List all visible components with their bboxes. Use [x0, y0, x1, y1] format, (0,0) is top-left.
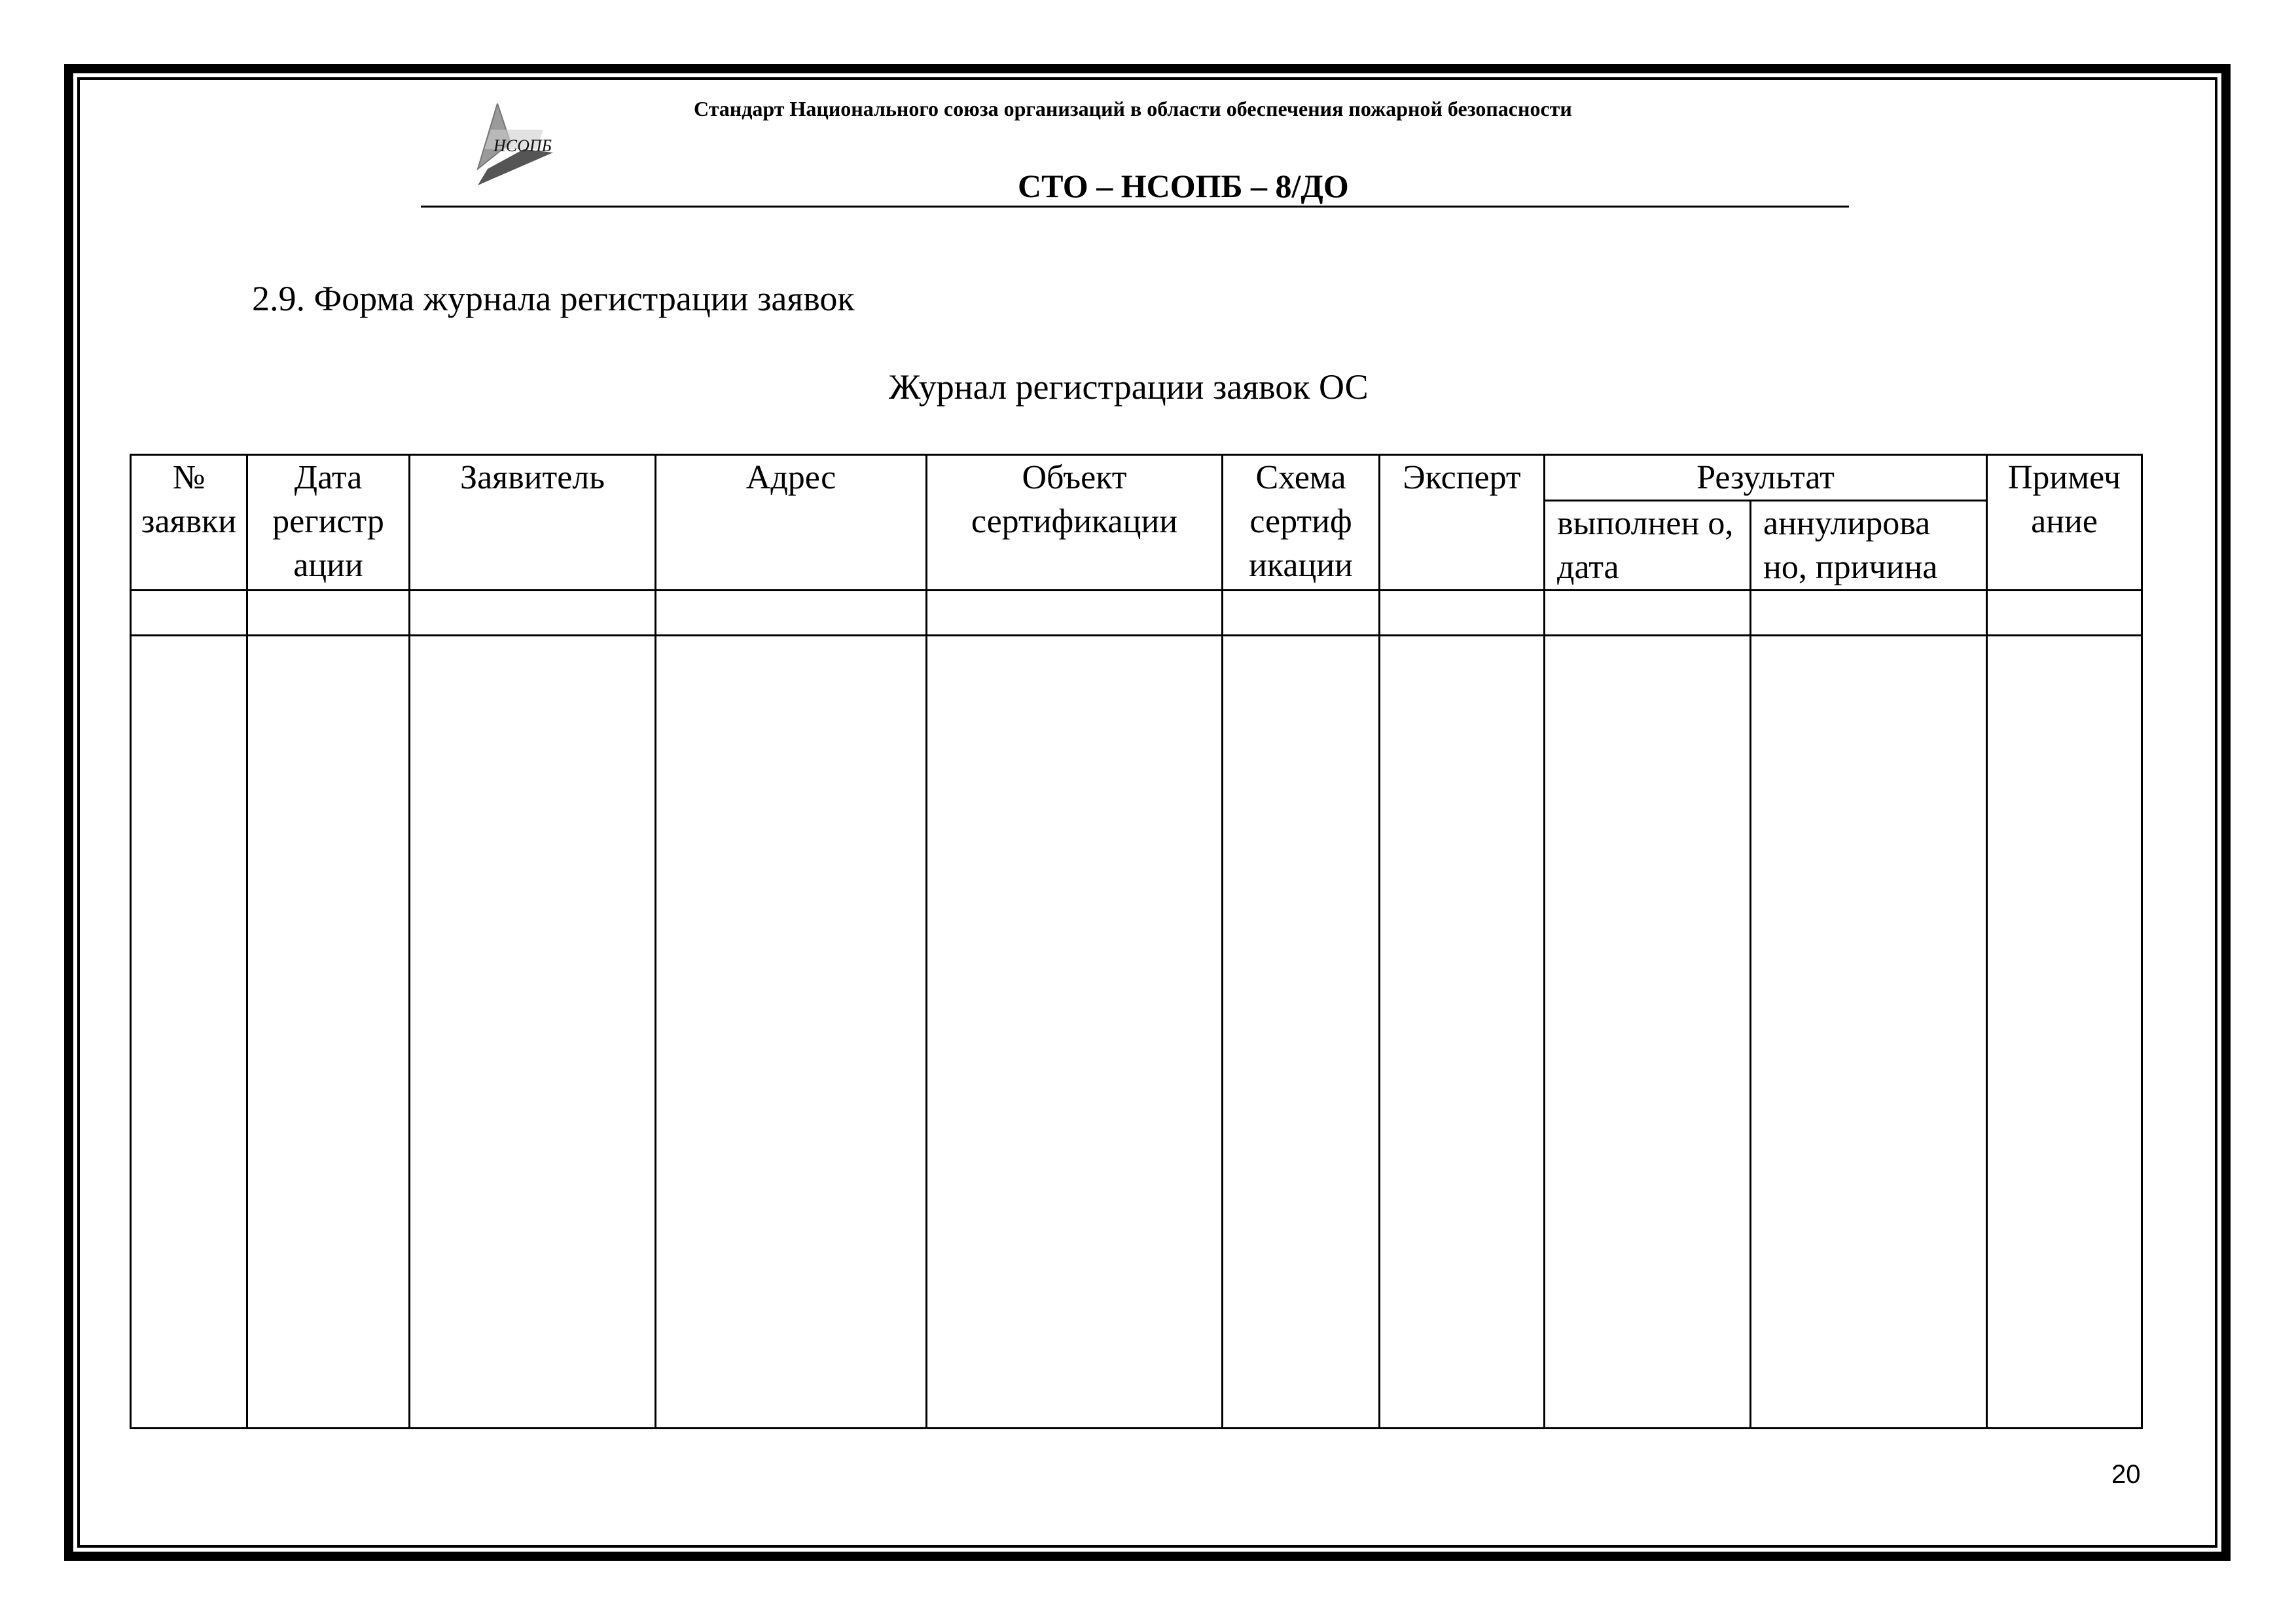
table-row — [131, 636, 2142, 1429]
column-header-expert: Эксперт — [1380, 455, 1545, 591]
table-cell — [927, 636, 1223, 1429]
column-header-number: № заявки — [131, 455, 247, 591]
standard-organization-title: Стандарт Национального союза организаций в области обеспечения пожарной безопасности — [694, 97, 1572, 120]
table-cell — [1751, 636, 1987, 1429]
registration-journal-table — [130, 454, 2143, 1429]
table-cell — [927, 591, 1223, 636]
column-header-address: Адрес — [656, 455, 927, 591]
table-cell — [1987, 591, 2142, 636]
journal-title: Журнал регистрации заявок ОС — [889, 367, 1369, 407]
column-header-registration-date: Дата регистр ации — [247, 455, 410, 591]
document-code: СТО – НСОПБ – 8/ДО — [1018, 168, 1349, 204]
table-cell — [1223, 636, 1380, 1429]
table-cell — [1223, 591, 1380, 636]
table-cell — [247, 636, 410, 1429]
column-header-certification-object: Объект сертификации — [927, 455, 1223, 591]
column-header-result: Результат — [1545, 455, 1987, 501]
table-cell — [656, 636, 927, 1429]
logo-text: НСОПБ — [493, 136, 552, 155]
column-header-applicant: Заявитель — [410, 455, 656, 591]
table-cell — [131, 636, 247, 1429]
section-title: 2.9. Форма журнала регистрации заявок — [252, 279, 855, 318]
table-header-row — [131, 455, 2142, 501]
table-cell — [1380, 591, 1545, 636]
page-number: 20 — [2111, 1460, 2141, 1489]
table-cell — [1380, 636, 1545, 1429]
header-rule — [421, 206, 1849, 208]
column-header-note: Примеч ание — [1987, 455, 2142, 591]
table-cell — [1545, 636, 1751, 1429]
column-header-result-cancelled: аннулирова но, причина — [1751, 501, 1987, 591]
table-cell — [1751, 591, 1987, 636]
table-cell — [410, 636, 656, 1429]
table-cell — [1545, 591, 1751, 636]
table-row — [131, 591, 2142, 636]
column-header-certification-scheme: Схема сертиф икации — [1223, 455, 1380, 591]
table-cell — [1987, 636, 2142, 1429]
table-cell — [247, 591, 410, 636]
column-header-result-done: выполнен о, дата — [1545, 501, 1751, 591]
table-cell — [656, 591, 927, 636]
table-cell — [410, 591, 656, 636]
table-cell — [131, 591, 247, 636]
